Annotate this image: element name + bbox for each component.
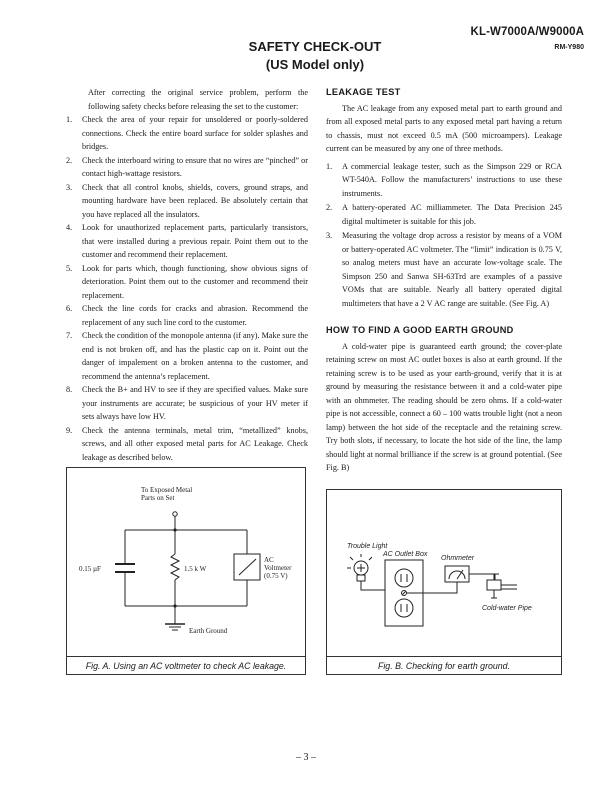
- leakage-circuit-diagram: [67, 468, 307, 676]
- page-title: [180, 38, 450, 74]
- check-text: Check the area of your repair for unsoldered or poorly-soldered connections. Check the entire board surface for solder splashes and bridges.: [82, 115, 308, 151]
- earth-ground-heading: HOW TO FIND A GOOD EARTH GROUND: [326, 325, 514, 335]
- check-item: [66, 424, 308, 465]
- check-number: 8.: [66, 385, 73, 394]
- voltmeter-label-ac: AC: [264, 556, 274, 564]
- earth-ground-paragraph: A cold-water pipe is guaranteed earth ground; the cover-plate retaining screw on most AC outlet boxes is also at earth ground. If the retaining screw is to be used as your earth-ground, verify that it is at ground by measuring the resistance between it and a cold-water pipe with an ohmmeter. The reading should be zero ohms. If a cold-water pipe is not accessible, connect a 60 – 100 watts trouble light (not a neon lamp) between the hot side of the receptacle and the retaining screw. Try both slots, if necessary, to locate the hot side of the line, the lamp should light at normal brilliance if the screw is at ground potential. (See Fig. B): [326, 341, 562, 472]
- cold-water-pipe-label: Cold-water Pipe: [482, 605, 532, 612]
- ac-outlet-box-label: AC Outlet Box: [383, 551, 428, 558]
- ohmmeter-icon: [445, 566, 469, 582]
- model-number: KL-W7000A/W9000A: [470, 26, 584, 38]
- method-number: 3.: [326, 231, 333, 240]
- safety-checks-column: [66, 86, 308, 464]
- check-item: [66, 302, 308, 329]
- check-item: [66, 262, 308, 303]
- junction-dot: [173, 604, 176, 607]
- method-number: 2.: [326, 203, 333, 212]
- resistor-symbol: [171, 554, 179, 580]
- safety-check-list: [66, 113, 308, 464]
- check-text: Look for parts which, though functioning, show obvious signs of deterioration. Point them out to the customer and recommend their replacement.: [82, 263, 308, 300]
- method-item: [326, 229, 562, 310]
- check-number: 9.: [66, 425, 73, 435]
- figure-b: [326, 489, 562, 675]
- method-number: 1.: [326, 161, 333, 171]
- cold-water-pipe-icon: [487, 580, 501, 590]
- check-text: Check that all control knobs, shields, covers, ground straps, and mounting hardware have been replaced. Be absolutely certain that you have replaced all the insulators.: [82, 182, 308, 219]
- test-procedures-column: [326, 86, 562, 475]
- check-text: Check the line cords for cracks and abrasion. Recommend the replacement of any such line cord to the customer.: [82, 304, 308, 327]
- check-item: [66, 221, 308, 262]
- label-exposed-metal: To Exposed Metal: [141, 486, 193, 494]
- top-terminal: [173, 512, 177, 516]
- check-text: Look for unauthorized replacement parts, particularly transistors, that were installed during a previous repair. Point them out to the customer and recommend their replacement.: [82, 223, 308, 259]
- caption-divider: [327, 656, 561, 657]
- check-number: 1.: [66, 115, 73, 124]
- intro-paragraph: After correcting the original service problem, perform the following safety checks before releasing the set to the customer:: [88, 88, 308, 111]
- voltmeter-needle: [239, 559, 256, 575]
- check-number: 5.: [66, 263, 73, 273]
- check-number: 2.: [66, 155, 73, 165]
- leakage-paragraph: The AC leakage from any exposed metal part to earth ground and from all exposed metal parts to any exposed metal part having a return to chassis, must not exceed 0.5 mA (500 microampers). Leakage current can be measured by any one of three methods.: [326, 103, 562, 153]
- check-text: Check the antenna terminals, metal trim, “metallized” knobs, screws, and all other exposed metal parts for AC Leakage. Check leakage as described below.: [82, 425, 308, 462]
- caption-divider: [67, 656, 305, 657]
- ohmmeter-label: Ohmmeter: [441, 555, 475, 562]
- figure-a-caption: Fig. A. Using an AC voltmeter to check AC leakage.: [85, 661, 287, 671]
- label-parts-on-set: Parts on Set: [141, 494, 175, 502]
- trouble-light-label: Trouble Light: [347, 543, 388, 550]
- leakage-test-heading: LEAKAGE TEST: [326, 87, 401, 97]
- check-item: [66, 329, 308, 383]
- earth-ground-diagram: [327, 490, 563, 676]
- earth-ground-label: Earth Ground: [189, 627, 228, 635]
- check-item: [66, 113, 308, 154]
- figure-a: [66, 467, 306, 675]
- method-item: [326, 160, 562, 201]
- capacitor-label: 0.15 µF: [79, 565, 101, 573]
- check-number: 7.: [66, 331, 73, 340]
- resistor-label: 1.5 k W: [184, 565, 207, 573]
- junction-dot: [173, 528, 176, 531]
- check-text: Check the B+ and HV to see if they are specified values. Make sure your instruments are accurate; be suspicious of your HV meter if sets always have low HV.: [82, 385, 308, 421]
- method-text: A commercial leakage tester, such as the Simpson 229 or RCA WT-540A. Follow the manufacturers’ instructions to use these instruments.: [342, 161, 562, 198]
- document-code: RM-Y980: [554, 44, 584, 51]
- leakage-method-list: [326, 160, 562, 311]
- title-line-2: (US Model only): [265, 57, 365, 72]
- check-number: 3.: [66, 182, 73, 192]
- method-text: A battery-operated AC milliammeter. The Data Precision 245 digital multimeter is suitable for this job.: [342, 203, 562, 226]
- title-line-1: SAFETY CHECK-OUT: [248, 39, 382, 54]
- check-item: [66, 383, 308, 424]
- method-item: [326, 201, 562, 228]
- method-text: Measuring the voltage drop across a resistor by means of a VOM or battery-operated AC voltmeter. The “limit” indication is 0.75 V, so analog meters must have an accurate low-voltage scale. The Simpson 250 and Sanwa SH-63Trd are examples of a passive VOMs that are suitable. Nearly all battery operated digital multimeters that have a 2 V AC range are suitable. (See Fig. A): [342, 231, 562, 308]
- check-item: [66, 181, 308, 222]
- check-text: Check the condition of the monopole antenna (if any). Make sure the end is not broken off, and has the plastic cap on it. Point out the danger of impalement on a broken antenna to the customer, and recommend the antenna’s replacement.: [82, 331, 308, 381]
- outlet-receptacle-bottom: [395, 599, 413, 617]
- voltmeter-label-name: Voltmeter: [264, 564, 292, 572]
- page-number: – 3 –: [296, 752, 316, 763]
- voltmeter-label-range: (0.75 V): [264, 572, 288, 580]
- figure-b-caption: Fig. B. Checking for earth ground.: [377, 661, 511, 671]
- check-number: 4.: [66, 223, 73, 232]
- check-number: 6.: [66, 304, 73, 313]
- check-text: Check the interboard wiring to ensure that no wires are “pinched” or contact high-wattage resistors.: [82, 155, 308, 178]
- outlet-receptacle-top: [395, 569, 413, 587]
- check-item: [66, 154, 308, 181]
